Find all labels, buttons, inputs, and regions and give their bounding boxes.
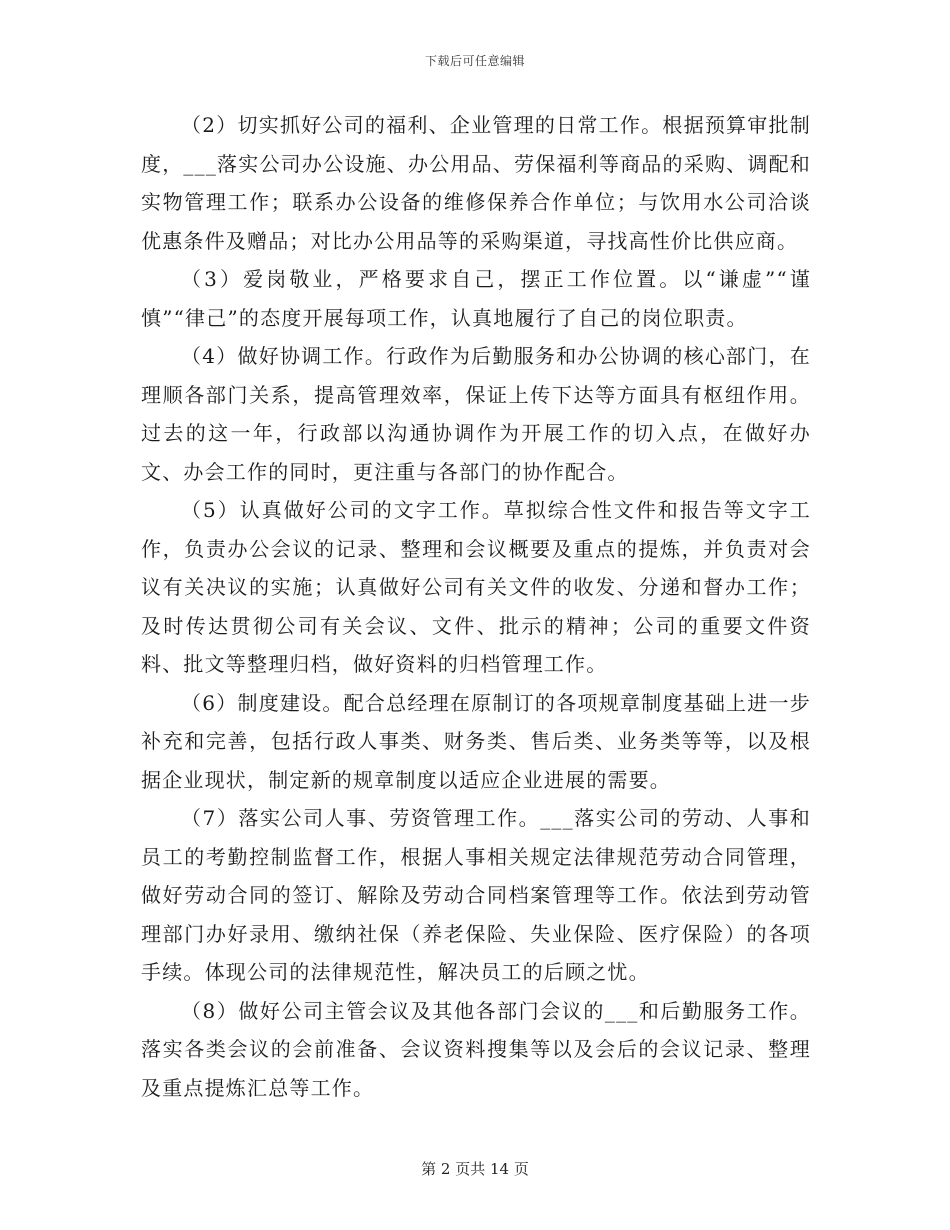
paragraph-3: （3）爱岗敬业，严格要求自己，摆正工作位置。以“谦虚”“谨慎”“律己”的态度开展每项工作，认真地履行了自己的岗位职责。 (141, 267, 811, 330)
paragraph-4: （4）做好协调工作。行政作为后勤服务和办公协调的核心部门，在理顺各部门关系，提高管理效率，保证上传下达等方面具有枢纽作用。过去的这一年，行政部以沟通协调作为开展工作的切入点，在做好办文、办会工作的同时，更注重与各部门的协作配合。 (141, 344, 811, 484)
paragraph-5: （5）认真做好公司的文字工作。草拟综合性文件和报告等文字工作，负责办公会议的记录、整理和会议概要及重点的提炼，并负责对会议有关决议的实施；认真做好公司有关文件的收发、分递和督办工作；及时传达贯彻公司有关会议、文件、批示的精神；公司的重要文件资料、批文等整理归档，做好资料的归档管理工作。 (141, 498, 811, 676)
paragraph-7: （7）落实公司人事、劳资管理工作。___落实公司的劳动、人事和员工的考勤控制监督工作，根据人事相关规定法律规范劳动合同管理，做好劳动合同的签订、解除及劳动合同档案管理等工作。依法到劳动管理部门办好录用、缴纳社保（养老保险、失业保险、医疗保险）的各项手续。体现公司的法律规范性，解决员工的后顾之忧。 (141, 806, 811, 984)
paragraph-8: （8）做好公司主管会议及其他各部门会议的___和后勤服务工作。落实各类会议的会前准备、会议资料搜集等以及会后的会议记录、整理及重点提炼汇总等工作。 (141, 998, 811, 1100)
document-body (141, 106, 811, 1107)
paragraph-6: （6）制度建设。配合总经理在原制订的各项规章制度基础上进一步补充和完善，包括行政人事类、财务类、售后类、业务类等等，以及根据企业现状，制定新的规章制度以适应企业进展的需要。 (141, 690, 811, 792)
paragraph-2: （2）切实抓好公司的福利、企业管理的日常工作。根据预算审批制度，___落实公司办公设施、办公用品、劳保福利等商品的采购、调配和实物管理工作；联系办公设备的维修保养合作单位；与饮用水公司洽谈优惠条件及赠品；对比办公用品等的采购渠道，寻找高性价比供应商。 (141, 113, 811, 253)
page-number: 第 2 页共 14 页 (421, 1160, 529, 1178)
page-header: 下载后可任意编辑 (424, 54, 525, 68)
